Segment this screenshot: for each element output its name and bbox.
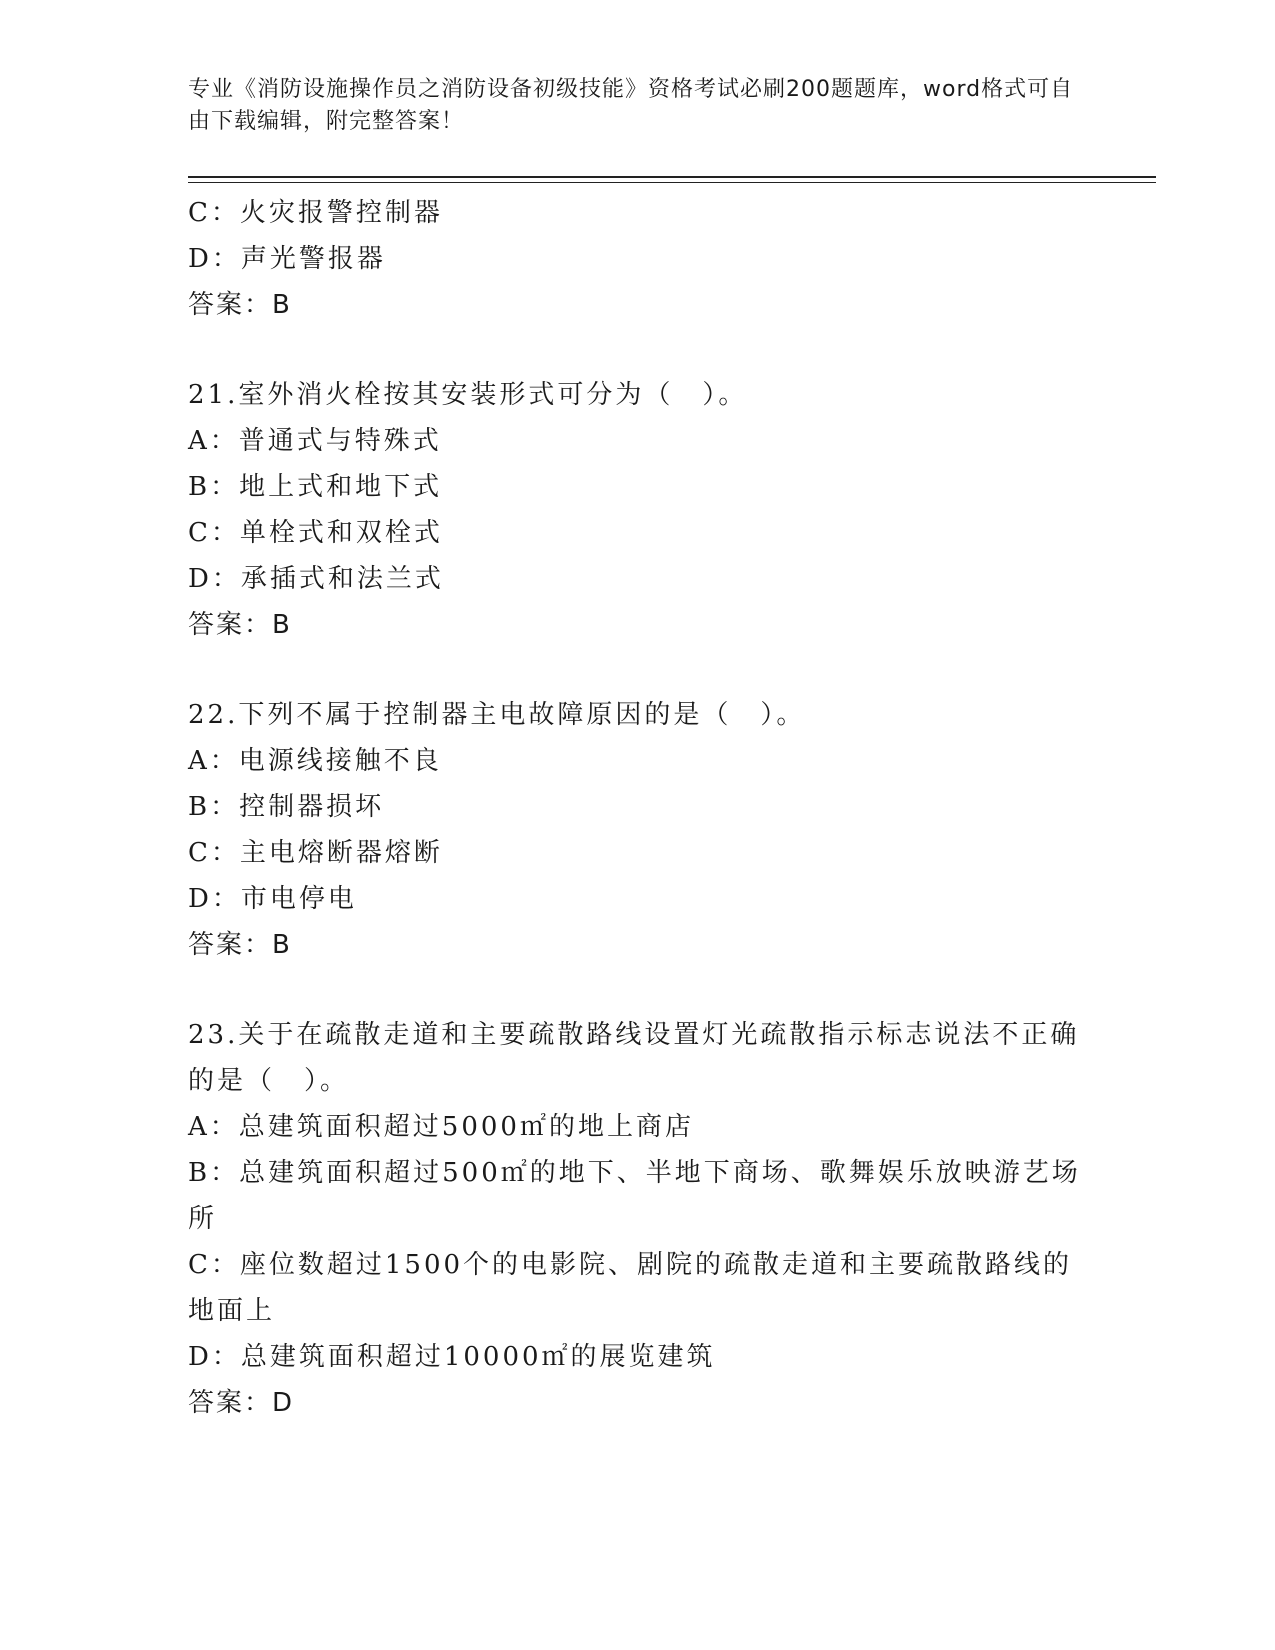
option-d: D：声光警报器 <box>188 244 386 274</box>
option-d: D：总建筑面积超过10000㎡的展览建筑 <box>188 1342 716 1372</box>
question-block-22 <box>188 692 1088 968</box>
spacer <box>188 328 1088 372</box>
spacer <box>188 648 1088 692</box>
option-c: C：单栓式和双栓式 <box>188 518 443 548</box>
question-title: 21.室外消火栓按其安装形式可分为（ ）。 <box>188 380 748 410</box>
page-header <box>188 74 1078 138</box>
question-title-line-1: 23.关于在疏散走道和主要疏散路线设置灯光疏散指示标志说法不正确 <box>188 1020 1080 1050</box>
question-block-21 <box>188 372 1088 648</box>
option-b-continued: 所 <box>188 1204 218 1234</box>
option-a: A：总建筑面积超过5000㎡的地上商店 <box>188 1112 694 1142</box>
option-a: A：电源线接触不良 <box>188 746 442 776</box>
option-b: B：地上式和地下式 <box>188 472 443 502</box>
answer-line: 答案：B <box>188 610 292 640</box>
header-text: 专业《消防设施操作员之消防设备初级技能》资格考试必刷200题题库，word格式可自由下载编辑，附完整答案！ <box>188 77 1074 134</box>
question-list <box>188 190 1088 1426</box>
option-b: B：总建筑面积超过500㎡的地下、半地下商场、歌舞娱乐放映游艺场 <box>188 1158 1081 1188</box>
option-c: C：座位数超过1500个的电影院、剧院的疏散走道和主要疏散路线的 <box>188 1250 1073 1280</box>
question-block-continued <box>188 190 1088 328</box>
option-b: B：控制器损坏 <box>188 792 385 822</box>
header-rule-thick <box>188 176 1156 178</box>
option-c: C：主电熔断器熔断 <box>188 838 443 868</box>
option-c-continued: 地面上 <box>188 1296 276 1326</box>
answer-line: 答案：B <box>188 290 292 320</box>
question-title: 22.下列不属于控制器主电故障原因的是（ ）。 <box>188 700 806 730</box>
answer-line: 答案：B <box>188 930 292 960</box>
header-rule-thin <box>188 182 1156 183</box>
spacer <box>188 968 1088 1012</box>
option-c: C：火灾报警控制器 <box>188 198 443 228</box>
answer-line: 答案：D <box>188 1388 295 1418</box>
option-d: D：市电停电 <box>188 884 357 914</box>
option-d: D：承插式和法兰式 <box>188 564 444 594</box>
question-block-23 <box>188 1012 1088 1426</box>
option-a: A：普通式与特殊式 <box>188 426 442 456</box>
question-title-line-2: 的是（ ）。 <box>188 1066 350 1096</box>
